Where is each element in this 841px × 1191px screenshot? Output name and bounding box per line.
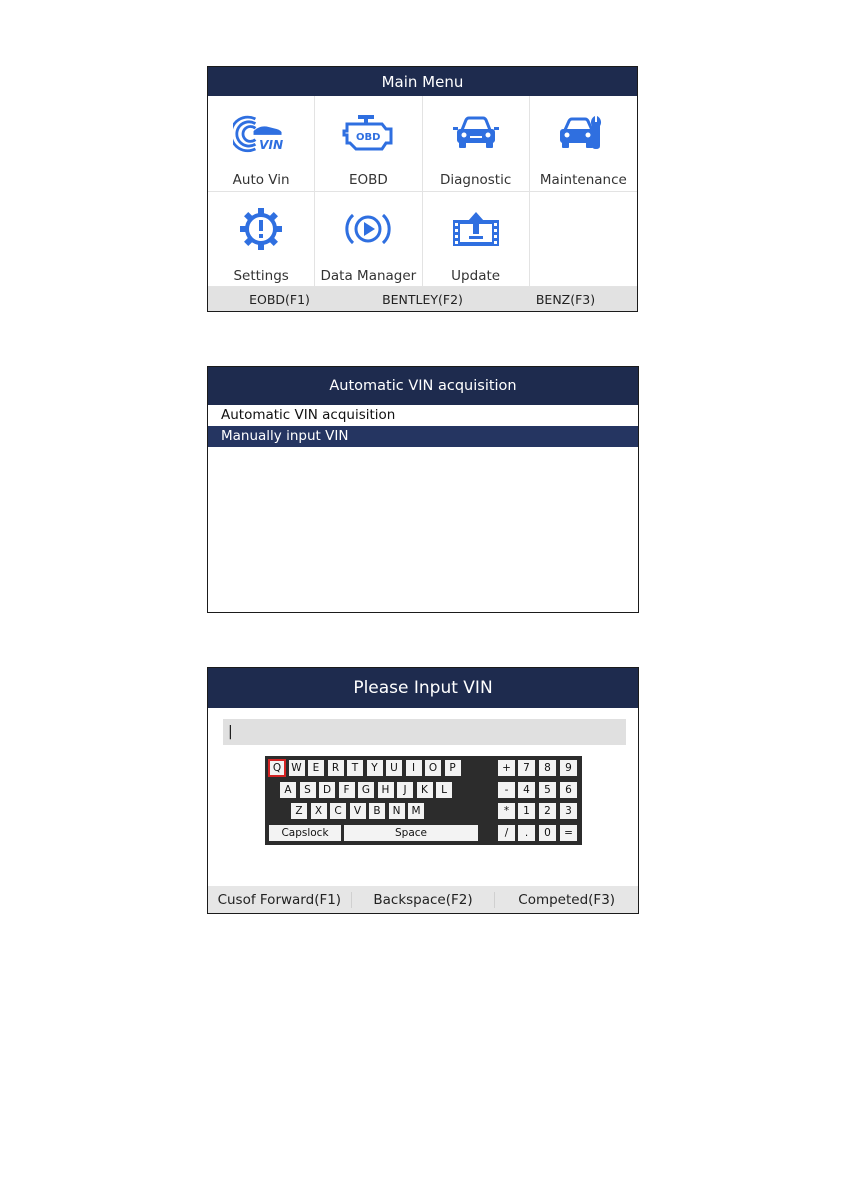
auto-vin-icon bbox=[233, 110, 289, 156]
play-icon bbox=[340, 206, 396, 252]
main-menu-title: Main Menu bbox=[208, 67, 637, 96]
key-9[interactable]: 9 bbox=[560, 760, 577, 776]
car-icon bbox=[448, 110, 504, 156]
tile-label: EOBD bbox=[348, 172, 388, 188]
completed-key[interactable]: Competed(F3) bbox=[518, 891, 616, 908]
main-menu-grid bbox=[208, 96, 637, 287]
key-q[interactable]: Q bbox=[269, 760, 285, 776]
tile-label: Maintenance bbox=[539, 172, 627, 188]
tile-data-manager[interactable] bbox=[315, 192, 422, 288]
svg-text:OBD: OBD bbox=[356, 132, 381, 143]
tile-update[interactable] bbox=[423, 192, 530, 288]
key-h[interactable]: H bbox=[378, 782, 394, 798]
f1-key[interactable]: EOBD(F1) bbox=[249, 291, 310, 307]
cursor-forward-key[interactable]: Cusof Forward(F1) bbox=[208, 892, 352, 908]
key-j[interactable]: J bbox=[397, 782, 413, 798]
f3-key[interactable]: BENZ(F3) bbox=[535, 291, 596, 307]
tile-diagnostic[interactable] bbox=[423, 96, 530, 192]
space-key[interactable]: Space bbox=[344, 825, 478, 841]
list-item-auto-vin[interactable]: Automatic VIN acquisition bbox=[221, 407, 396, 423]
key-d[interactable]: D bbox=[319, 782, 335, 798]
update-icon bbox=[448, 206, 504, 252]
tile-label: Auto Vin bbox=[232, 172, 290, 188]
key-t[interactable]: T bbox=[347, 760, 363, 776]
f2-key[interactable]: BENTLEY(F2) bbox=[382, 291, 463, 307]
key-0[interactable]: 0 bbox=[539, 825, 556, 841]
key-b[interactable]: B bbox=[369, 803, 385, 819]
key-z[interactable]: Z bbox=[291, 803, 307, 819]
main-menu-screen bbox=[207, 66, 638, 312]
key-e[interactable]: E bbox=[308, 760, 324, 776]
key-u[interactable]: U bbox=[386, 760, 402, 776]
key-4[interactable]: 4 bbox=[518, 782, 535, 798]
key-n[interactable]: N bbox=[389, 803, 405, 819]
key-v[interactable]: V bbox=[350, 803, 366, 819]
key-l[interactable]: L bbox=[436, 782, 452, 798]
key-m[interactable]: M bbox=[408, 803, 424, 819]
on-screen-keyboard bbox=[265, 756, 582, 845]
vin-acquisition-title: Automatic VIN acquisition bbox=[208, 367, 638, 405]
vin-input-field[interactable]: | bbox=[223, 719, 626, 745]
key-x[interactable]: X bbox=[311, 803, 327, 819]
key-8[interactable]: 8 bbox=[539, 760, 556, 776]
key-r[interactable]: R bbox=[328, 760, 344, 776]
vin-acquisition-screen bbox=[207, 366, 639, 613]
function-key-bar bbox=[208, 287, 637, 311]
engine-obd-icon bbox=[340, 110, 396, 156]
key-multiply[interactable]: * bbox=[498, 803, 515, 819]
gear-icon bbox=[233, 206, 289, 252]
key-3[interactable]: 3 bbox=[560, 803, 577, 819]
key-equals[interactable]: = bbox=[560, 825, 577, 841]
key-p[interactable]: P bbox=[445, 760, 461, 776]
vin-input-screen bbox=[207, 667, 639, 914]
key-7[interactable]: 7 bbox=[518, 760, 535, 776]
key-dot[interactable]: . bbox=[518, 825, 535, 841]
vin-input-title: Please Input VIN bbox=[208, 668, 638, 708]
svg-text:VIN: VIN bbox=[259, 137, 284, 152]
key-y[interactable]: Y bbox=[367, 760, 383, 776]
key-minus[interactable]: - bbox=[498, 782, 515, 798]
function-key-bar bbox=[208, 886, 638, 913]
tile-empty bbox=[530, 192, 637, 288]
car-wrench-icon bbox=[555, 110, 611, 156]
key-w[interactable]: W bbox=[289, 760, 305, 776]
tile-maintenance[interactable] bbox=[530, 96, 637, 192]
key-divide[interactable]: / bbox=[498, 825, 515, 841]
tile-label: Data Manager bbox=[320, 267, 417, 284]
capslock-key[interactable]: Capslock bbox=[269, 825, 341, 841]
key-1[interactable]: 1 bbox=[518, 803, 535, 819]
tile-label: Diagnostic bbox=[439, 172, 512, 188]
key-2[interactable]: 2 bbox=[539, 803, 556, 819]
tile-eobd[interactable] bbox=[315, 96, 422, 192]
key-s[interactable]: S bbox=[300, 782, 316, 798]
key-6[interactable]: 6 bbox=[560, 782, 577, 798]
key-plus[interactable]: + bbox=[498, 760, 515, 776]
key-f[interactable]: F bbox=[339, 782, 355, 798]
tile-settings[interactable] bbox=[208, 192, 315, 288]
key-k[interactable]: K bbox=[417, 782, 433, 798]
key-g[interactable]: G bbox=[358, 782, 374, 798]
list-item-manual-vin[interactable]: Manually input VIN bbox=[208, 426, 638, 447]
key-i[interactable]: I bbox=[406, 760, 422, 776]
backspace-key[interactable]: Backspace(F2) bbox=[352, 892, 496, 908]
tile-label: Settings bbox=[233, 267, 289, 284]
tile-label: Update bbox=[451, 267, 501, 284]
key-5[interactable]: 5 bbox=[539, 782, 556, 798]
key-a[interactable]: A bbox=[280, 782, 296, 798]
key-o[interactable]: O bbox=[425, 760, 441, 776]
vin-option-list bbox=[208, 405, 638, 447]
key-c[interactable]: C bbox=[330, 803, 346, 819]
tile-auto-vin[interactable] bbox=[208, 96, 315, 192]
